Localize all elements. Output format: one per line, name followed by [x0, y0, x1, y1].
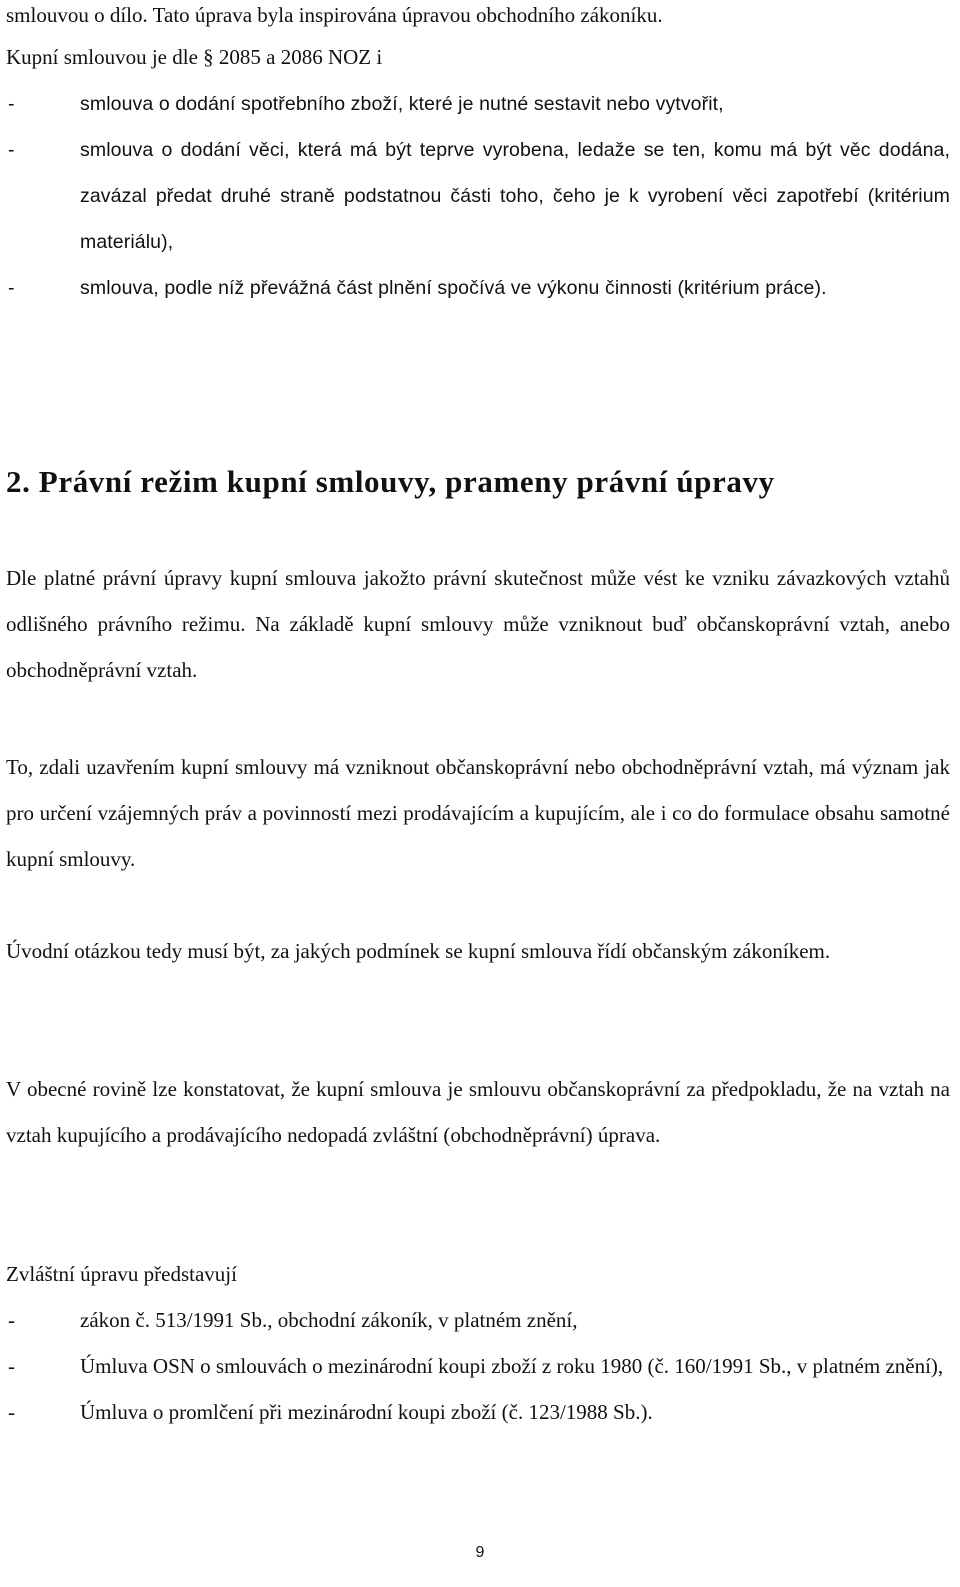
paragraph: Dle platné právní úpravy kupní smlouva jakožto právní skutečnost může vést ke vzniku závazkových vztahů odlišného právního režimu. Na základě kupní smlouvy může vzniknout buď občanskoprávní vztah, anebo obchodněprávní vztah.: [6, 566, 950, 682]
list-item-text: smlouva, podle níž převážná část plnění spočívá ve výkonu činnosti (kritérium práce).: [80, 277, 827, 299]
paragraph: V obecné rovině lze konstatovat, že kupní smlouva je smlouvu občanskoprávní za předpokladu, že na vztah na vztah kupujícího a prodávajícího nedopadá zvláštní (obchodněprávní) úprava.: [6, 1077, 950, 1147]
list-dash: -: [8, 1354, 15, 1378]
list-dash: -: [8, 93, 15, 115]
list-item: [6, 81, 950, 127]
list-item-text: Úmluva OSN o smlouvách o mezinárodní koupi zboží z roku 1980 (č. 160/1991 Sb., v platném znění),: [80, 1354, 944, 1378]
top-list: [6, 81, 950, 311]
intro-line-2: Kupní smlouvou je dle § 2085 a 2086 NOZ i: [6, 45, 383, 69]
list-dash: -: [8, 1308, 15, 1332]
paragraph: To, zdali uzavřením kupní smlouvy má vzniknout občanskoprávní nebo obchodněprávní vztah, má význam jak pro určení vzájemných práv a povinností mezi prodávajícím a kupujícím, ale i co do formulace obsahu samotné kupní smlouvy.: [6, 755, 950, 871]
list-item-text: zákon č. 513/1991 Sb., obchodní zákoník, v platném znění,: [80, 1308, 578, 1332]
list-item: [6, 1389, 950, 1435]
list-dash: -: [8, 277, 15, 299]
list-item-text: smlouva o dodání spotřebního zboží, které je nutné sestavit nebo vytvořit,: [80, 93, 724, 115]
list-dash: -: [8, 139, 15, 161]
paragraph: Úvodní otázkou tedy musí být, za jakých podmínek se kupní smlouva řídí občanským zákoníkem.: [6, 939, 831, 963]
list-item: [6, 127, 950, 265]
section-heading: 2. Právní režim kupní smlouvy, prameny právní úpravy: [6, 464, 775, 499]
intro-line-1: smlouvou o dílo. Tato úprava byla inspirována úpravou obchodního zákoníku.: [6, 3, 663, 27]
page-number: 9: [475, 1544, 485, 1561]
list-item-text: Úmluva o promlčení při mezinárodní koupi zboží (č. 123/1988 Sb.).: [80, 1400, 653, 1424]
list-item: [6, 265, 950, 311]
special-intro: Zvláštní úpravu představují: [6, 1262, 237, 1286]
list-item: [6, 1297, 950, 1343]
bottom-list: [6, 1297, 950, 1435]
list-dash: -: [8, 1400, 15, 1424]
list-item: [6, 1343, 950, 1389]
list-item-text: smlouva o dodání věci, která má být teprve vyrobena, ledaže se ten, komu má být věc dodána, zavázal předat druhé straně podstatnou části toho, čeho je k vyrobení věci zapotřebí (kritérium materiálu),: [80, 139, 950, 253]
